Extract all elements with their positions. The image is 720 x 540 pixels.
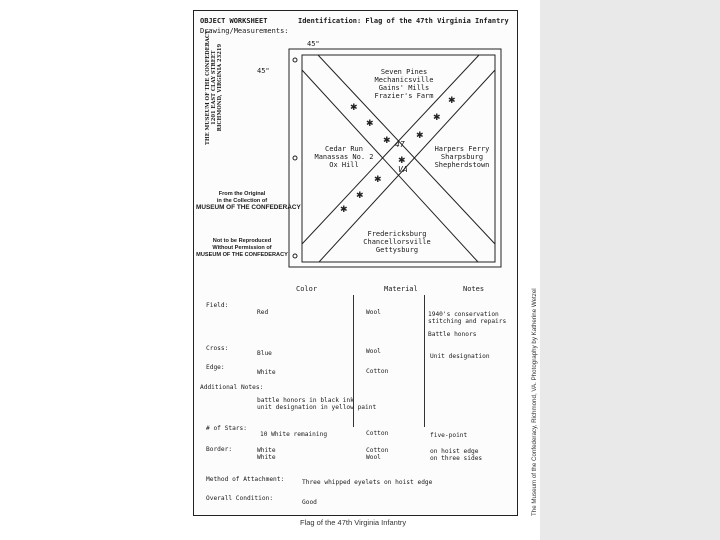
border-materials	[366, 447, 388, 461]
form-subtitle: Drawing/Measurements:	[200, 27, 289, 35]
note-line: stitching and repairs	[428, 318, 507, 325]
star-icon: ✱	[350, 103, 358, 113]
stamp-line: From the Original	[218, 191, 266, 197]
identification: Identification: Flag of the 47th Virginia Infantry	[298, 17, 509, 25]
border-material: Wool	[366, 454, 381, 461]
additional-notes-label: Additional Notes:	[200, 384, 264, 391]
note-line: on three sides	[430, 455, 483, 462]
eyelet-icon	[293, 58, 297, 62]
cross-color: Blue	[257, 350, 272, 357]
note-line: 1940's conservation	[428, 311, 499, 318]
field-color: Red	[257, 309, 269, 316]
stamp-line: Not to be Reproduced	[212, 238, 272, 244]
address-line: 1201 EAST CLAY STREET	[211, 50, 217, 125]
form-title: OBJECT WORKSHEET	[200, 17, 268, 25]
stamp-line: Without Permission of	[212, 244, 272, 251]
honor: Cedar Run	[325, 145, 363, 153]
note-line: on hoist edge	[430, 448, 479, 455]
honor: Fredericksburg	[367, 230, 427, 238]
field-label: Field:	[206, 302, 229, 309]
stars-material: Cotton	[366, 430, 389, 437]
stars-color: 10 White remaining	[260, 431, 328, 438]
page-edge	[540, 0, 720, 540]
color-header: Color	[296, 285, 318, 293]
attachment-label: Method of Attachment:	[206, 476, 285, 483]
field-material: Wool	[366, 309, 381, 316]
star-icon: ✱	[416, 131, 424, 141]
column-divider	[424, 295, 425, 427]
border-colors	[257, 447, 276, 461]
attachment-value: Three whipped eyelets on hoist edge	[302, 479, 433, 486]
honor: Gettysburg	[375, 246, 419, 254]
field-notes	[428, 311, 506, 338]
note-line: battle honors in black ink	[257, 397, 354, 404]
stamp-line: MUSEUM OF THE CONFEDERACY	[196, 251, 288, 258]
right-honors	[424, 145, 500, 169]
museum-address	[205, 30, 223, 145]
star-icon: ✱	[448, 96, 456, 106]
honor: Shepherdstown	[434, 161, 490, 169]
height-measure: 45"	[257, 67, 270, 75]
address-line: THE MUSEUM OF THE CONFEDERACY	[205, 30, 211, 145]
star-icon: ✱	[398, 156, 406, 166]
edge-label: Edge:	[206, 364, 225, 371]
cross-notes: Unit designation	[430, 353, 490, 360]
cross-label: Cross:	[206, 345, 229, 352]
star-icon: ✱	[366, 119, 374, 129]
honor: Seven Pines	[380, 68, 428, 76]
star-icon: ✱	[383, 136, 391, 146]
border-color: White	[257, 454, 276, 461]
unit-number: 47	[395, 140, 405, 149]
border-material: Cotton	[366, 447, 389, 454]
condition-value: Good	[302, 499, 317, 506]
honor: Sharpsburg	[440, 153, 484, 161]
border-label: Border:	[206, 446, 233, 453]
honor: Gains' Mills	[378, 84, 430, 92]
star-icon: ✱	[433, 113, 441, 123]
stamp-line: in the Collection of	[216, 197, 268, 204]
border-notes	[430, 448, 482, 462]
unit-state: VA	[398, 165, 408, 174]
eyelet-icon	[293, 156, 297, 160]
honor: Harpers Ferry	[434, 145, 490, 153]
honor: Ox Hill	[329, 161, 359, 169]
note-line: Battle honors	[428, 331, 477, 338]
figure-caption: Flag of the 47th Virginia Infantry	[300, 518, 407, 527]
star-icon: ✱	[356, 191, 364, 201]
star-icon: ✱	[374, 175, 382, 185]
honor: Frazier's Farm	[374, 92, 434, 100]
material-header: Material	[384, 285, 418, 293]
cross-material: Wool	[366, 348, 381, 355]
note-line: unit designation in yellow paint	[257, 404, 377, 411]
stars-label: # of Stars:	[206, 425, 247, 432]
honor: Chancellorsville	[363, 238, 431, 246]
stamp-not-reproduced	[196, 238, 288, 258]
photo-credit: The Museum of the Confederacy, Richmond, VA. Photography by Katherine Wetzel	[531, 288, 538, 516]
eyelet-icon	[293, 254, 297, 258]
honor: Manassas No. 2	[314, 153, 374, 161]
notes-header: Notes	[463, 285, 485, 293]
bottom-honors	[347, 230, 447, 254]
top-honors	[364, 68, 444, 100]
border-color: White	[257, 447, 276, 454]
address-line: RICHMOND, VIRGINIA 23219	[217, 43, 223, 132]
left-honors	[309, 145, 379, 169]
edge-material: Cotton	[366, 368, 389, 375]
stamp-line: MUSEUM OF THE CONFEDERACY	[196, 203, 301, 211]
width-measure: 45"	[307, 40, 320, 48]
edge-color: White	[257, 369, 276, 376]
stamp-from-original	[196, 191, 301, 211]
condition-label: Overall Condition:	[206, 495, 274, 502]
star-icon: ✱	[340, 205, 348, 215]
additional-notes	[257, 397, 376, 411]
honor: Mechanicsville	[374, 76, 434, 84]
stars-notes: five-point	[430, 432, 468, 439]
